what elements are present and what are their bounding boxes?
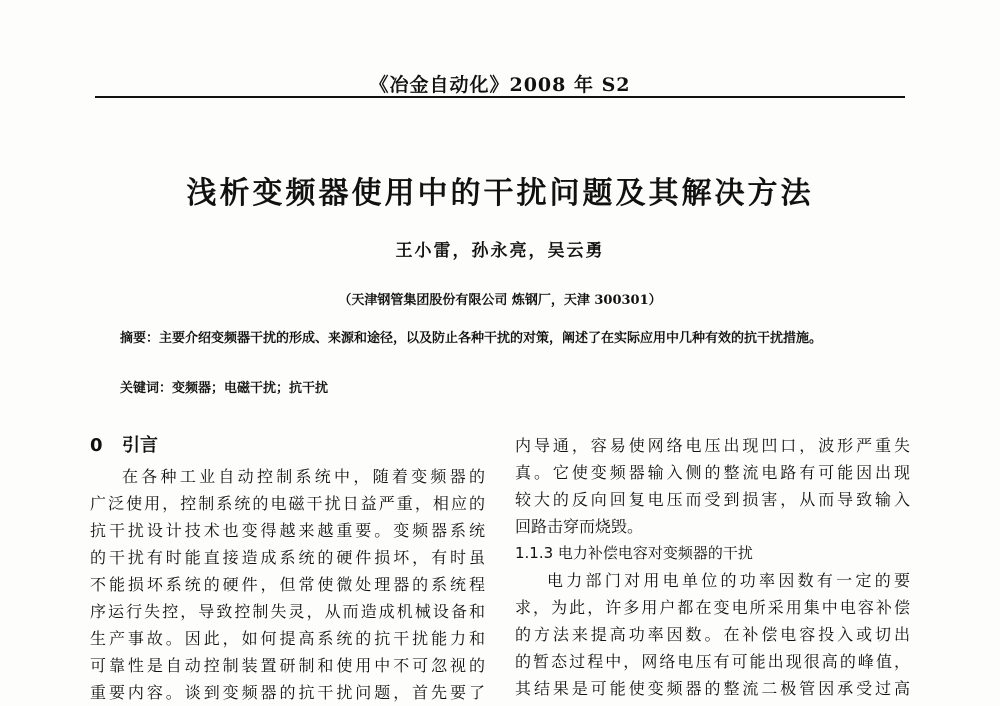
- body-line: 的暂态过程中，网络电压有可能出现很高的峰值，: [515, 652, 910, 671]
- section-number: 0: [90, 435, 103, 456]
- body-line: 序运行失控，导致控制失灵，从而造成机械设备和: [90, 602, 485, 621]
- body-line: 电力部门对用电单位的功率因数有一定的要: [547, 571, 910, 590]
- body-line: 较大的反向回复电压而受到损害，从而导致输入: [515, 490, 910, 509]
- body-line: 回路击穿而烧毁。: [515, 517, 644, 536]
- article-authors: 王小雷，孙永亮，吴云勇: [395, 241, 605, 261]
- abstract: [120, 327, 880, 350]
- article-title: 浅析变频器使用中的干扰问题及其解决方法: [186, 176, 814, 211]
- body-line: 可靠性是自动控制装置研制和使用中不可忽视的: [90, 656, 485, 675]
- body-line: 广泛使用，控制系统的电磁干扰日益严重，相应的: [90, 494, 485, 513]
- subsection-heading: 1.1.3 电力补偿电容对变频器的干扰: [515, 544, 753, 562]
- body-line: 的干扰有时能直接造成系统的硬件损坏，有时虽: [90, 548, 485, 567]
- abstract-label: 摘要：: [120, 331, 160, 346]
- body-line: 真。它使变频器输入侧的整流电路有可能因出现: [515, 463, 910, 482]
- body-line: 不能损坏系统的硬件，但常使微处理器的系统程: [90, 575, 485, 594]
- section-heading: [90, 432, 485, 461]
- body-line: 生产事故。因此，如何提高系统的抗干扰能力和: [90, 629, 485, 648]
- body-line: 抗干扰设计技术也变得越来越重要。变频器系统: [90, 521, 485, 540]
- keywords-label: 关键词：: [120, 381, 173, 396]
- right-column: [515, 432, 910, 702]
- body-line: 求，为此，许多用户都在变电所采用集中电容补偿: [515, 598, 910, 617]
- left-column: [90, 432, 485, 706]
- keywords-text: 变频器；电磁干扰；抗干扰: [172, 381, 329, 396]
- section-title: 引言: [122, 435, 158, 456]
- body-line: 重要内容。谈到变频器的抗干扰问题，首先要了: [90, 683, 485, 702]
- body-line: 在各种工业自动控制系统中，随着变频器的: [122, 467, 485, 486]
- body-line: 的方法来提高功率因数。在补偿电容投入或切出: [515, 625, 910, 644]
- abstract-text: 主要介绍变频器干扰的形成、来源和途径，以及防止各种干扰的对策，阐述了在实际应用中几种有效的抗干扰措施。: [159, 331, 823, 346]
- header-rule: [95, 96, 905, 98]
- journal-header: 《冶金自动化》2008 年 S2: [369, 74, 631, 96]
- article-affiliation: （天津钢管集团股份有限公司 炼钢厂，天津 300301）: [338, 293, 662, 308]
- keywords: [120, 377, 880, 396]
- body-line: 其结果是可能使变频器的整流二极管因承受过高: [515, 679, 910, 698]
- body-line: 内导通，容易使网络电压出现凹口，波形严重失: [515, 436, 910, 455]
